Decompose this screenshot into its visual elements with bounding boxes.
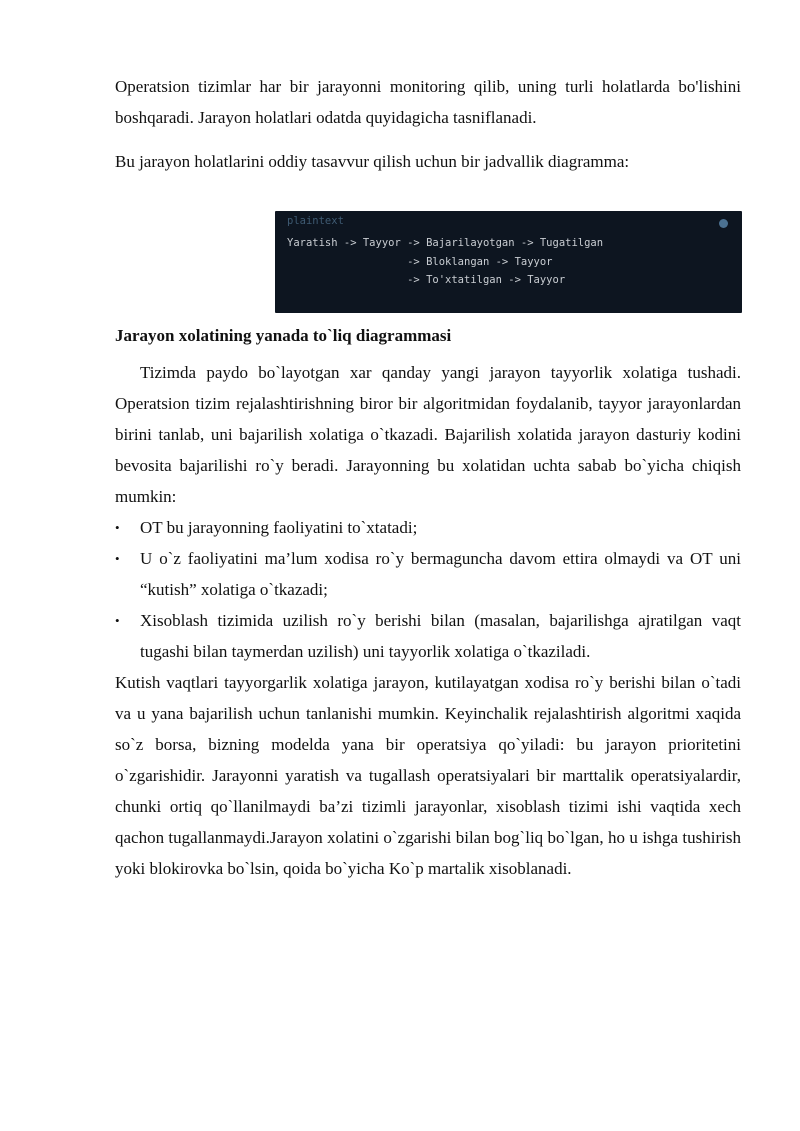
code-line: -> To'xtatilgan -> Tayyor [287,274,566,286]
list-item-text: U o`z faoliyatini ma’lum xodisa ro`y bermaguncha davom ettira olmaydi va OT uni “kutish” xolatiga o`tkazadi; [140,549,741,599]
copy-icon[interactable] [719,219,728,228]
code-language-text: plaintext [287,215,344,227]
code-line: Yaratish -> Tayyor -> Bajarilayotgan -> Tugatilgan [287,237,604,249]
code-content [275,233,742,290]
list-item [115,605,741,667]
code-line: -> Bloklangan -> Tayyor [287,255,553,268]
main-paragraph: Tizimda paydo bo`layotgan xar qanday yangi jarayon tayyorlik xolatiga tushadi. Operatsion tizim rejalashtirishning biror bir algoritmidan foydalanib, tayyor jarayonlardan birini tanlab, uni bajarilish xolatiga o`tkazadi. Bajarilish xolatida jarayon dasturiy kodini bevosita bajarilishi ro`y beradi. Jarayonning bu xolatidan uchta sabab bo`yicha chiqish mumkin: [115,363,741,506]
diagram-intro-paragraph: Bu jarayon holatlarini oddiy tasavvur qilish uchun bir jadvallik diagramma: [115,152,630,171]
code-block [275,211,742,313]
list-item-text: Xisoblash tizimida uzilish ro`y berishi bilan (masalan, bajarilishga ajratilgan vaqt tugashi bilan taymerdan uzilish) uni tayyorlik xolatiga o`tkaziladi. [140,611,741,661]
bullet-icon: • [115,520,120,535]
bullet-icon: • [115,551,120,566]
list-item [115,512,741,543]
list-item [115,543,741,605]
bullet-icon: • [115,613,120,628]
document-page [115,71,741,878]
list-item-text: OT bu jarayonning faoliyatini to`xtatadi; [140,518,418,537]
code-language-label [275,211,742,233]
intro-paragraph: Operatsion tizimlar har bir jarayonni monitoring qilib, uning turli holatlarda bo'lishini boshqaradi. Jarayon holatlari odatda quyidagicha tasniflanadi. [115,77,741,127]
closing-paragraph: Kutish vaqtlari tayyorgarlik xolatiga jarayon, kutilayatgan xodisa ro`y berishi bilan o`tadi va u yana bajarilish uchun tanlanishi mumkin. Keyinchalik rejalashtirish algoritmi xaqida so`z borsa, bizning modelda yana bir operatsiya qo`yiladi: bu jarayon prioritetini o`zgarishidir. Jarayonni yaratish va tugallash operatsiyalari bir marttalik operatsiyalardir, chunki ortiq qo`llanilmaydi ba’zi tizimli jarayonlar, xisoblash tizimi ishi vaqtida xech qachon tugallanmaydi.Jarayon xolatini o`zgarishi bilan bog`liq bo`lgan, ho u ishga tushirish yoki blokirovka bo`lsin, qoida bo`yicha Ko`p martalik xisoblanadi. [115,673,741,878]
section-heading: Jarayon xolatining yanada to`liq diagrammasi [115,326,452,345]
body-block [115,357,741,884]
bullet-list [115,512,741,667]
